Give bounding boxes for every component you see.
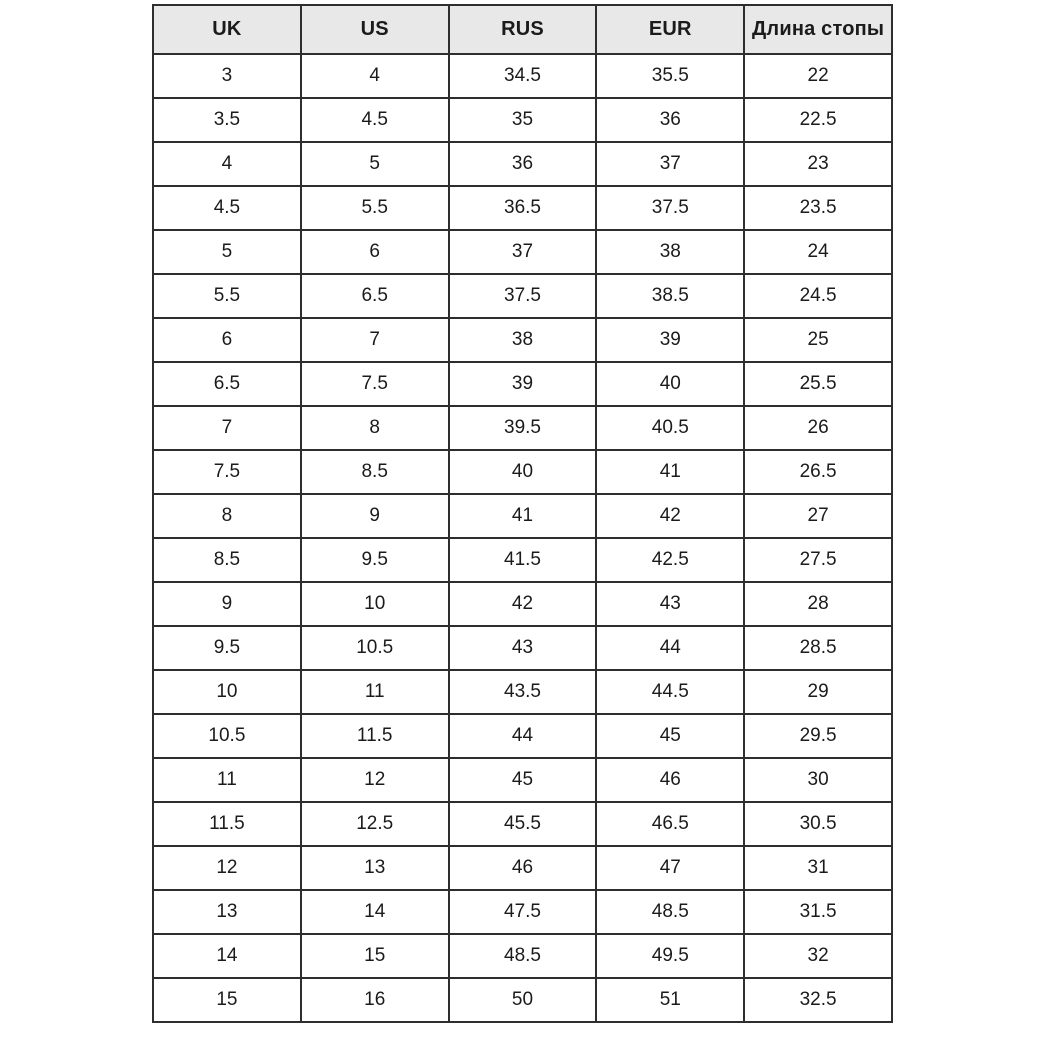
table-cell: 45 <box>449 758 597 802</box>
table-cell: 39 <box>596 318 744 362</box>
table-cell: 9.5 <box>301 538 449 582</box>
table-cell: 4.5 <box>301 98 449 142</box>
table-cell: 40.5 <box>596 406 744 450</box>
table-cell: 47.5 <box>449 890 597 934</box>
table-cell: 25.5 <box>744 362 892 406</box>
table-cell: 16 <box>301 978 449 1022</box>
table-cell: 40 <box>596 362 744 406</box>
table-cell: 11 <box>301 670 449 714</box>
table-row <box>153 318 892 362</box>
table-row <box>153 406 892 450</box>
table-row <box>153 450 892 494</box>
table-cell: 30 <box>744 758 892 802</box>
table-cell: 46 <box>596 758 744 802</box>
table-cell: 26 <box>744 406 892 450</box>
table-cell: 15 <box>301 934 449 978</box>
table-row <box>153 230 892 274</box>
table-cell: 46.5 <box>596 802 744 846</box>
table-cell: 48.5 <box>596 890 744 934</box>
table-cell: 46 <box>449 846 597 890</box>
table-cell: 5.5 <box>153 274 301 318</box>
table-cell: 12 <box>301 758 449 802</box>
table-cell: 31.5 <box>744 890 892 934</box>
table-cell: 15 <box>153 978 301 1022</box>
table-cell: 31 <box>744 846 892 890</box>
table-cell: 43 <box>596 582 744 626</box>
table-cell: 27.5 <box>744 538 892 582</box>
table-cell: 9.5 <box>153 626 301 670</box>
table-cell: 7.5 <box>301 362 449 406</box>
table-cell: 36 <box>449 142 597 186</box>
table-cell: 28.5 <box>744 626 892 670</box>
table-cell: 6 <box>153 318 301 362</box>
table-cell: 28 <box>744 582 892 626</box>
table-cell: 4 <box>301 54 449 98</box>
table-cell: 39.5 <box>449 406 597 450</box>
table-cell: 10 <box>301 582 449 626</box>
table-row <box>153 538 892 582</box>
table-cell: 22 <box>744 54 892 98</box>
table-cell: 49.5 <box>596 934 744 978</box>
table-cell: 9 <box>153 582 301 626</box>
table-cell: 10.5 <box>153 714 301 758</box>
table-row <box>153 714 892 758</box>
table-row <box>153 802 892 846</box>
table-cell: 14 <box>153 934 301 978</box>
column-header-us: US <box>301 5 449 54</box>
table-cell: 42 <box>596 494 744 538</box>
table-cell: 38 <box>596 230 744 274</box>
table-cell: 7.5 <box>153 450 301 494</box>
table-cell: 45 <box>596 714 744 758</box>
table-cell: 7 <box>301 318 449 362</box>
table-cell: 26.5 <box>744 450 892 494</box>
table-cell: 23 <box>744 142 892 186</box>
table-cell: 22.5 <box>744 98 892 142</box>
table-cell: 8.5 <box>153 538 301 582</box>
table-cell: 42 <box>449 582 597 626</box>
table-cell: 39 <box>449 362 597 406</box>
table-cell: 38 <box>449 318 597 362</box>
size-conversion-table <box>152 4 893 1023</box>
column-header-uk: UK <box>153 5 301 54</box>
table-cell: 50 <box>449 978 597 1022</box>
table-cell: 48.5 <box>449 934 597 978</box>
table-cell: 5 <box>153 230 301 274</box>
table-cell: 11.5 <box>153 802 301 846</box>
table-row <box>153 758 892 802</box>
table-row <box>153 186 892 230</box>
table-cell: 34.5 <box>449 54 597 98</box>
table-row <box>153 670 892 714</box>
table-cell: 8 <box>301 406 449 450</box>
table-cell: 13 <box>301 846 449 890</box>
table-body <box>153 54 892 1022</box>
table-row <box>153 626 892 670</box>
header-row <box>153 5 892 54</box>
table-cell: 37.5 <box>596 186 744 230</box>
table-cell: 51 <box>596 978 744 1022</box>
table-cell: 40 <box>449 450 597 494</box>
table-row <box>153 494 892 538</box>
table-cell: 41.5 <box>449 538 597 582</box>
table-row <box>153 582 892 626</box>
table-cell: 5 <box>301 142 449 186</box>
table-cell: 9 <box>301 494 449 538</box>
table-cell: 47 <box>596 846 744 890</box>
table-row <box>153 890 892 934</box>
table-cell: 41 <box>596 450 744 494</box>
table-cell: 30.5 <box>744 802 892 846</box>
table-cell: 44.5 <box>596 670 744 714</box>
table-cell: 5.5 <box>301 186 449 230</box>
table-cell: 11.5 <box>301 714 449 758</box>
table-cell: 35 <box>449 98 597 142</box>
table-cell: 3.5 <box>153 98 301 142</box>
table-cell: 27 <box>744 494 892 538</box>
table-cell: 36.5 <box>449 186 597 230</box>
table-row <box>153 54 892 98</box>
table-row <box>153 978 892 1022</box>
table-cell: 23.5 <box>744 186 892 230</box>
table-cell: 32.5 <box>744 978 892 1022</box>
table-cell: 6 <box>301 230 449 274</box>
table-cell: 29 <box>744 670 892 714</box>
table-cell: 13 <box>153 890 301 934</box>
table-cell: 8.5 <box>301 450 449 494</box>
table-header <box>153 5 892 54</box>
table-cell: 24.5 <box>744 274 892 318</box>
table-cell: 37 <box>449 230 597 274</box>
table-row <box>153 274 892 318</box>
table-row <box>153 142 892 186</box>
table-cell: 45.5 <box>449 802 597 846</box>
table-cell: 12 <box>153 846 301 890</box>
table-cell: 44 <box>596 626 744 670</box>
table-row <box>153 98 892 142</box>
table-cell: 10 <box>153 670 301 714</box>
table-row <box>153 846 892 890</box>
table-cell: 8 <box>153 494 301 538</box>
table-cell: 44 <box>449 714 597 758</box>
table-cell: 7 <box>153 406 301 450</box>
table-cell: 41 <box>449 494 597 538</box>
table-cell: 4.5 <box>153 186 301 230</box>
table-cell: 36 <box>596 98 744 142</box>
table-cell: 24 <box>744 230 892 274</box>
column-header-foot-length: Длина стопы <box>744 5 892 54</box>
table-cell: 35.5 <box>596 54 744 98</box>
table-cell: 37.5 <box>449 274 597 318</box>
table-cell: 38.5 <box>596 274 744 318</box>
column-header-eur: EUR <box>596 5 744 54</box>
table-cell: 37 <box>596 142 744 186</box>
table-cell: 6.5 <box>301 274 449 318</box>
table-cell: 14 <box>301 890 449 934</box>
table-cell: 3 <box>153 54 301 98</box>
table-cell: 11 <box>153 758 301 802</box>
table-cell: 25 <box>744 318 892 362</box>
table-cell: 29.5 <box>744 714 892 758</box>
column-header-rus: RUS <box>449 5 597 54</box>
table-row <box>153 362 892 406</box>
table-cell: 32 <box>744 934 892 978</box>
table-cell: 42.5 <box>596 538 744 582</box>
table-cell: 43.5 <box>449 670 597 714</box>
table-cell: 12.5 <box>301 802 449 846</box>
table-cell: 6.5 <box>153 362 301 406</box>
table-row <box>153 934 892 978</box>
table-cell: 10.5 <box>301 626 449 670</box>
table-cell: 4 <box>153 142 301 186</box>
table-cell: 43 <box>449 626 597 670</box>
